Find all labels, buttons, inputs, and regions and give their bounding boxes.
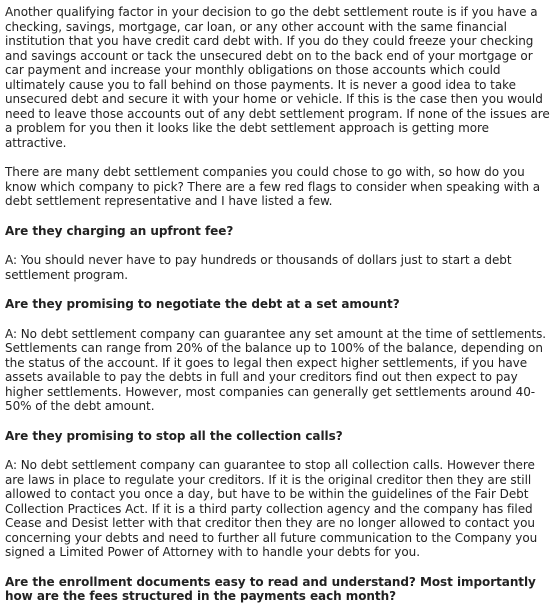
answer-collection-calls: A: No debt settlement company can guarantee to stop all collection calls. However there are laws in place to regulate your creditors. If it is the original creditor then they are still allowed to contact you once a day, but have to be within the guidelines of the Fair Debt Collection Practices Act. If it is a third party collection agency and the company has filed Cease and Desist letter with that creditor then they are no longer allowed to contact you concerning your debts and need to further all future communication to the Company you signed a Limited Power of Attorney with to handle your debts for you.	[5, 458, 538, 559]
question-enrollment-documents: Are the enrollment documents easy to read and understand? Most importantly how are the fees structured in the payments each month?	[5, 574, 536, 603]
question-upfront-fee: Are they charging an upfront fee?	[5, 223, 234, 238]
question-collection-calls: Are they promising to stop all the collection calls?	[5, 428, 343, 443]
question-set-amount: Are they promising to negotiate the debt at a set amount?	[5, 297, 400, 311]
paragraph-financial-institution: Another qualifying factor in your decision to go the debt settlement route is if you have a checking, savings, mortgage, car loan, or any other account with the same financial institution that you have credit card debt with. If you do they could freeze your checking and savings account or tack the unsecured debt on to the back end of your mortgage or car payment and increase your monthly obligations on those accounts which could ultimately cause you to fall behind on those payments. It is never a good idea to take unsecured debt and secure it with your home or vehicle. If this is the case then you would need to leave those accounts out of any debt settlement program. If none of the issues are a problem for you then it looks like the debt settlement approach is getting more attractive.	[5, 5, 550, 150]
answer-set-amount: A: No debt settlement company can guarantee any set amount at the time of settlements. Settlements can range from 20% of the balance up to 100% of the balance, depending on the status of the account. If it goes to legal then expect higher settlements, if you have assets available to pay the debts in full and your creditors find out then expect to pay higher settlements. However, most companies can generally get settlements around 40-50% of the debt amount.	[5, 326, 547, 413]
paragraph-choosing-company: There are many debt settlement companies you could chose to go with, so how do you know which company to pick? There are a few red flags to consider when speaking with a debt settlement representative and I have listed a few.	[5, 165, 541, 208]
answer-upfront-fee: A: You should never have to pay hundreds or thousands of dollars just to start a debt settlement program.	[5, 253, 512, 282]
